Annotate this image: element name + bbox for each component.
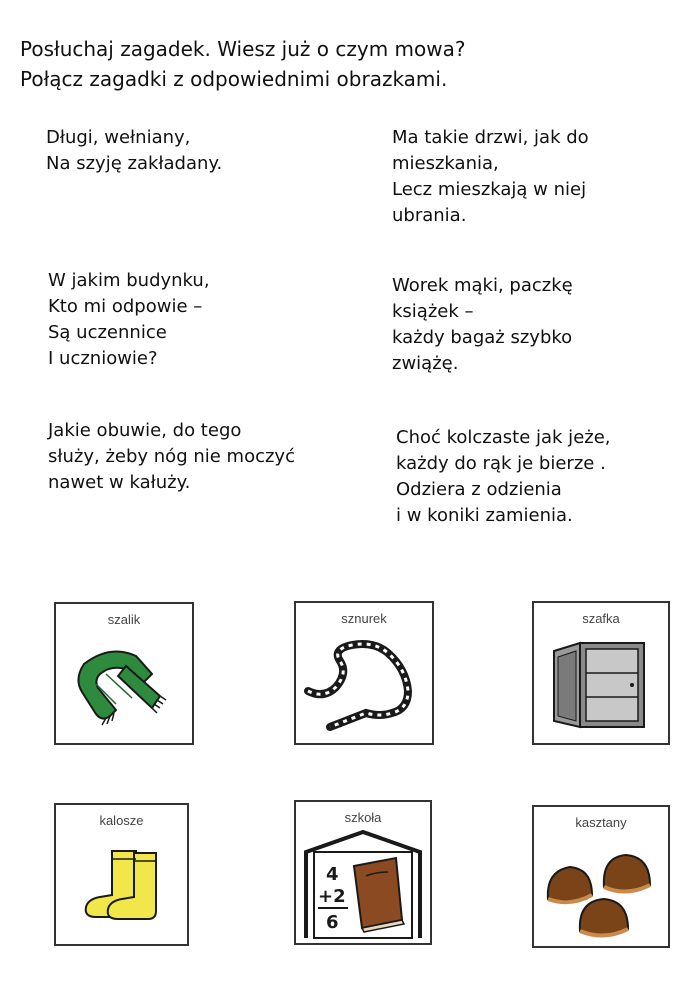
board-number-top: 4 [326,864,339,885]
chestnuts-icon [534,807,668,946]
picture-card-boots[interactable] [54,803,189,946]
riddle-wardrobe [392,125,589,229]
riddle-line: każdy do rąk je bierze . [396,453,606,474]
picture-label: kasztany [575,815,627,830]
riddle-chestnuts [396,425,611,529]
riddle-line: Choć kolczaste jak jeże, [396,427,611,448]
riddle-scarf [46,125,222,177]
book-icon [354,858,404,932]
riddle-line: W jakim budynku, [48,270,210,291]
rope-icon [296,603,432,743]
riddle-school [48,268,210,372]
riddle-line: Jakie obuwie, do tego [48,420,242,441]
riddle-line: Odziera z odzienia [396,479,562,500]
riddle-line: książek – [392,301,474,322]
board-number-result: 6 [326,912,339,933]
riddle-line: nawet w kałuży. [48,472,191,493]
riddle-line: mieszkania, [392,153,499,174]
riddle-boots [48,418,295,496]
riddle-line: I uczniowie? [48,348,158,369]
board-number-add: +2 [318,886,346,907]
instruction-line-2: Połącz zagadki z odpowiednimi obrazkami. [20,67,448,91]
riddle-line: Kto mi odpowie – [48,296,203,317]
picture-card-scarf[interactable] [54,602,194,745]
riddle-line: służy, żeby nóg nie moczyć [48,446,295,467]
picture-label: szalik [107,612,141,627]
rubber-boots-icon [56,805,187,944]
riddle-line: Ma takie drzwi, jak do [392,127,589,148]
scarf-icon [56,604,192,743]
wardrobe-icon [534,603,668,743]
picture-card-rope[interactable] [294,601,434,745]
picture-label: sznurek [341,611,387,626]
picture-card-school[interactable] [294,800,432,945]
riddle-line: Worek mąki, paczkę [392,275,573,296]
riddle-line: Długi, wełniany, [46,127,191,148]
picture-card-wardrobe[interactable] [532,601,670,745]
riddle-line: Są uczennice [48,322,167,343]
riddle-line: Na szyję zakładany. [46,153,223,174]
riddle-line: każdy bagaż szybko [392,327,573,348]
riddle-string [392,273,573,377]
picture-label: kalosze [99,813,144,828]
riddle-line: i w koniki zamienia. [396,505,573,526]
riddle-line: Lecz mieszkają w niej [392,179,587,200]
picture-card-chestnuts[interactable] [532,805,670,948]
picture-label: szafka [582,611,620,626]
instruction-line-1: Posłuchaj zagadek. Wiesz już o czym mowa? [20,37,466,61]
picture-label: szkoła [344,810,382,825]
school-icon [296,802,430,943]
riddle-line: ubrania. [392,205,467,226]
riddle-line: zwiążę. [392,353,459,374]
instructions [20,34,465,94]
